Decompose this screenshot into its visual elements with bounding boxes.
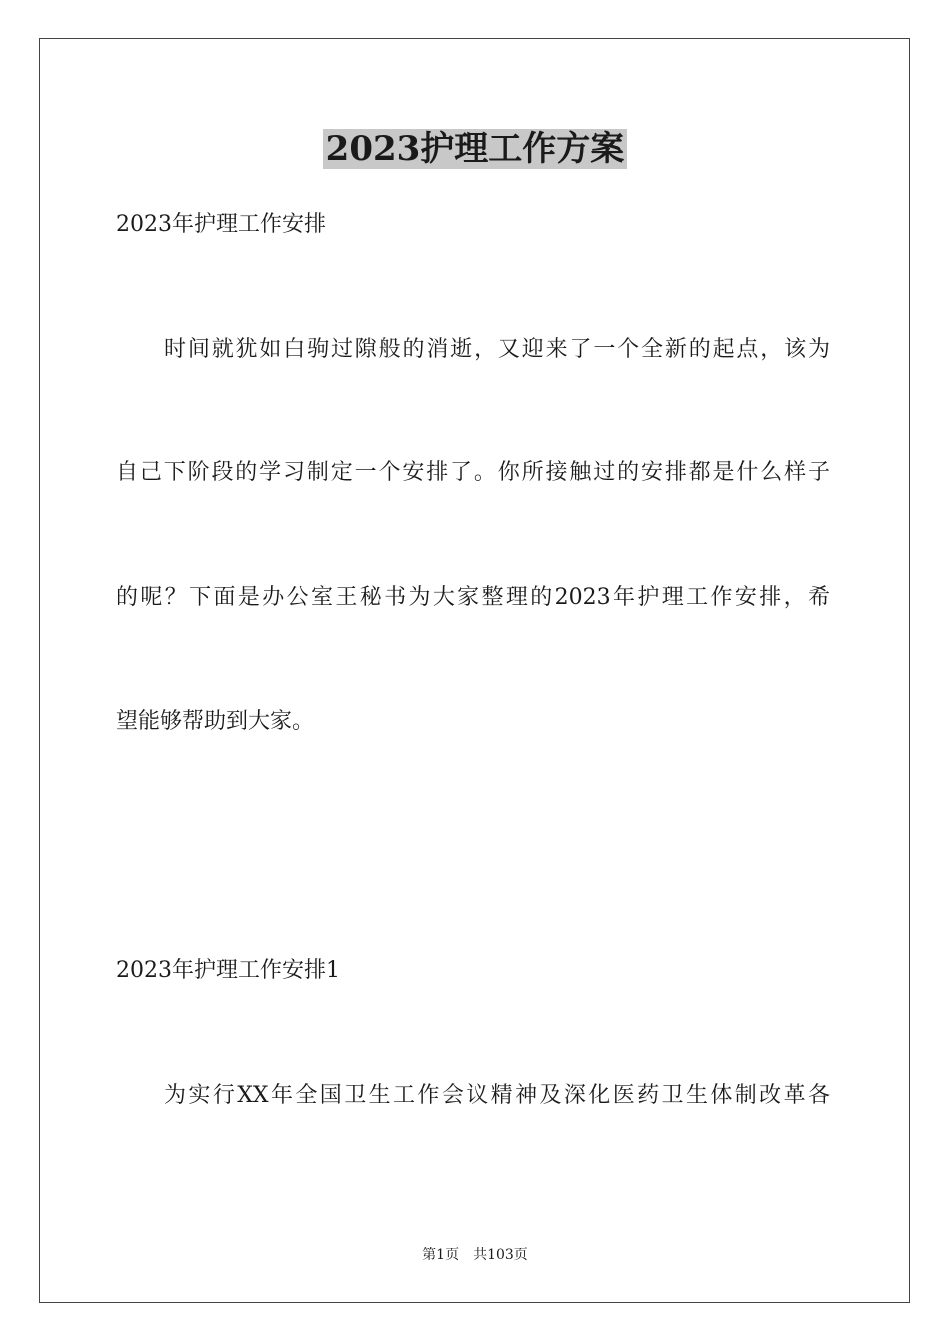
intro-line-4: 望能够帮助到大家。 [116, 709, 315, 734]
intro-line-3: 的呢？下面是办公室王秘书为大家整理的2023年护理工作安排，希 [116, 585, 830, 610]
section-heading: 2023年护理工作安排1 [116, 958, 340, 983]
document-title [0, 124, 950, 174]
section-paragraph-line-1: 为实行XX年全国卫生工作会议精神及深化医药卫生体制改革各 [164, 1083, 830, 1108]
intro-line-1: 时间就犹如白驹过隙般的消逝，又迎来了一个全新的起点，该为 [164, 337, 830, 362]
intro-line-2: 自己下阶段的学习制定一个安排了。你所接触过的安排都是什么样子 [116, 460, 830, 485]
document-heading: 2023年护理工作安排 [116, 212, 326, 237]
page-footer: 第1页 共103页 [422, 1247, 528, 1263]
document-title-text: 2023护理工作方案 [323, 129, 628, 169]
